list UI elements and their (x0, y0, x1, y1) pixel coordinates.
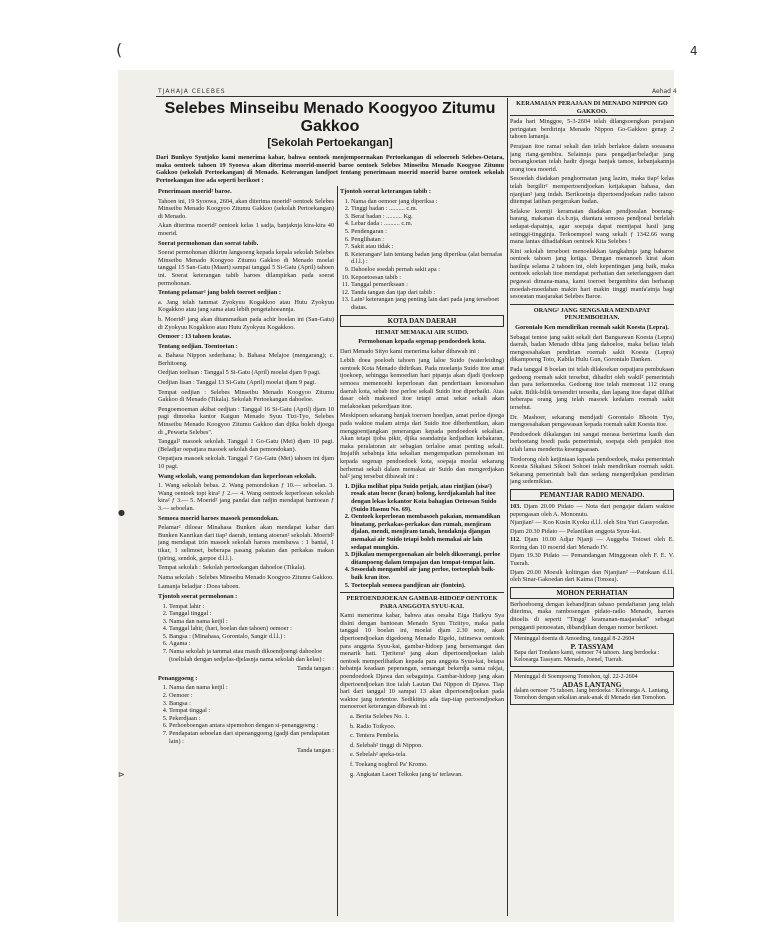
subheading-orang: Gorontalo Ken mendirikan roemah sakit Koesta (Lepra). (515, 324, 669, 332)
text-toelisan: Oedjian toelisan : Tanggal 5 Si-Gatu (April) moelai djam 9 pagi. (158, 369, 321, 377)
text-kelas: Akan diterima moerid² oentoek kelas 1 sadja, banjaknja kira-kira 40 moerid. (158, 222, 334, 237)
list-item: 5. Pendengaran : (351, 228, 504, 236)
heading-pemondokan: Semoea moerid haroes masoek pemondokan. (158, 514, 279, 522)
program-text: Djam 20.30 Pidato — Pelantikan anggota Syuu-kai. (510, 527, 641, 535)
list-item: 6. Penglihatan : (351, 236, 504, 244)
text-hemat-2: Lebih doea poeloeh tahoen jang laloe Suido (waterleiding) oentoek Kota Menado didirikan. Pada moelanja Suido itoe amat tjoekoep, sehingga kemoedian hari pipanja akan djadi tjoekoep semoea memenoehi keperloean dan penderitaan kesoesahan daerah kota, sebab itoe perloe sekali Suido itoe diperbaiki. Atas dasar oleh maksoed itoe tetapi amat sekar sekali akan melakoekan pekerdjaan itoe. (340, 357, 504, 410)
list-item: 12. Tanda tangan dan tjap dari tabib : (351, 289, 504, 297)
list-item: 8. Keterangan² lain tentang badan jang diperiksa (alat bernafas d.l.l.) : (351, 251, 504, 266)
list-item: 7. Sakit atau tidak : (351, 243, 504, 251)
list-item: 5. Bangsa : (Minahasa, Gorontalo, Sangir d.l.l.) : (169, 633, 334, 641)
list-item: 5. Toetoeplah semoea pandjiran air (fontein). (351, 582, 504, 590)
list-item: 3. Djikalau mempergoenakan air boleh dikoerangi, perloe ditampoeng dalam tempajan dan tempat-tempat lain. (351, 551, 504, 566)
tanda-tangan-2: Tanda tangan : (297, 747, 334, 755)
text-nama-sekolah: Nama sekolah : Selebes Minseibu Menado Koogyoo Zitumu Gakkoo. (158, 573, 334, 581)
text-keramaian-5: Kini sekolah terseboet menoelakkan tangkahnja jang baharoe oentoek tahoen jang ketiga. Dengan menanoeh kirai akan hasilnja selama 2 tahoen ini, oleh kepentingan jang baik, maka oentoek sekolah itoe mendapat perhatian dan seterlanggoen dari pegawai dimana-mana, kami toeroet bergembira dan berharap moedah-moedahan makin hari makin tinggi manfa'atnja bagi sesoeatan masjarakat Selebes Baroe. (510, 247, 674, 301)
heading-keramaian: KERAMAIAN PERAJAAN DI MENADO NIPPON GO GAKKOO. (510, 100, 674, 116)
ad-intro: Meninggal doenia di Amoeding, tanggal 8-2-2604 (514, 636, 635, 643)
list-item: 7. Nama sekolah ja tammat atau masih dikoendjoengi dahoeloe (toelislah dengan sedjelas-djelasnja nama sekolah dan kelas) : (169, 648, 334, 663)
text-keramaian-4: Selakoe koentji keramaian diadakan pendjoealan boerang-barang, makanan d.s.b.nja, diantara semoea pendjoeal berlelah sedapat-dapatnja, agar soepaja dapat mentjapai hasil jang setinggi-tingginja. Terkoempoel wang sekali ƒ 1342.66 wang mana lantas dihadiahkan oentoek Kita Selebes ! (510, 207, 674, 246)
heading-orang: ORANG² JANG SENGSARA MENDAPAT PENJEMBOEHAN. (533, 306, 651, 322)
list-item: 2. Oentoek keperloean membasoeh pakaian, memandikan binatang, perkakas-perkakas dan rumah, menjiram djalan, mendi, menjiram tanah, hendaknja djangan memakai air Suido tetapi boleh memakai air lain sedapat mungkin. (351, 513, 504, 551)
text-pertoendjoekan: Kami menerima kabar, bahwa atas oesaha Eiga Haikyu Sya disini dengan bantoean Menado Syuu Tiziityo, maka pada tanggal 10 boelan ini, moelai djam 2.30 sore, akan dipertoendjoekan digedoeng Menado Eigeki, istimewa oentoek para anggota Syuu-kai, gambar-hidoep jang bersemangat dan menarik hati. Tjeritera² jang akan dipertoendjoekan ialah oentoek memperlihatkan kepada para anggota Syuu-kai, betapa hebatnja keadaan peperangan, semangat bekerdja sama rakjat, poendoedoek Djawa dan sebagainja. Gambar-hidoep jang akan dipertoendjoekan itoe ialah Lautan Dai Nippon di Djawa. Tiap hari dari tanggal 10 sampai 13 akan dipertoendjoekan pada waktoe jang tertentoe. Sedikitnja ada tiap-tiap pertoendjoekan menoeroet keterangan dibawah ini : (340, 612, 504, 711)
radio-program (510, 503, 674, 584)
list-item: e. Sebelah² apeka-tela. (350, 751, 407, 759)
text-keramaian-1: Pada hari Minggoe, 5-3-2604 telah dilangsoengkan perajaan peringatan berdirinja Menado Nippon Go-Gakkoo genap 2 tahoen lamanja. (510, 118, 674, 141)
obituary-ad-2 (510, 671, 674, 705)
text-pengoemoeman: Pengoemoeman akibat oedjian : Tanggal 16 Si-Gatu (April) djam 10 pagi dimoeka kantor Kaigun Menado Syuu Tizi-Tyo, Selebes Minseibu Menado Koogyoo Zitumu Gakkoo dan djika boleh djoega di „Pewarta Selebes". (158, 405, 334, 436)
text-pemondokan: Pelamar² diloear Minahasa Bunken akan mendapat kabar dari Bunken Kanrikan dari tiap² daerah, tentang atoeran² sekolah. Moerid² jang mendapat izin masoek sekolah haroes membawa : 1 bantal, 1 tikar, 1 selimoet, beberapa pasang pakaian dan perkakas makan (piring, sendok, garpoe d.l.l.). (158, 524, 334, 562)
main-title: Selebes Minseibu Menado Koogyoo Zitumu Gakkoo (164, 100, 496, 135)
list-item: 2. Tanggal tinggal : (169, 610, 334, 618)
column-2 (340, 188, 504, 918)
list-item: 10. Kepoetoesan tabib : (351, 274, 504, 282)
heading-pertoendjoekan: PERTOENDJOEKAN GAMBAR-HIDOEP OENTOEK PARA ANGGOTA SYUU-KAI. (346, 595, 498, 610)
intro-paragraph: Dari Bunkyo Syutjoko kami menerima kabar, bahwa oentoek menjempoernakan Pertoekangan di seloeroeh Selebes-Oetara, maka oentoek tahoen 19 Syoowa akan diterima moerid-moerid baroe oentoek Selebes Minseibu Menado Koogyoo Zitumu Gakkoo (sekolah Pertoekangan) di Menado. Keterangan landjoet tentang penerimaan moerid moerid baroe oentoek sekolah Pertoekangan itoe ada seperti berikoet : (156, 154, 504, 184)
main-subtitle: [Sekolah Pertoekangan] (267, 137, 393, 149)
list-item: 3. Berat badan : .......... Kg. (351, 213, 504, 221)
list-item (510, 503, 674, 518)
hemat-list (340, 483, 504, 589)
heading-boleh: Tentang pelamar² jang boleh toeroet oedjian : (158, 289, 281, 297)
text-oemoer: Oemoer : 13 tahoen keatas. (158, 333, 232, 341)
ad-text: Bapa dari Tondano kami, oemoer 74 tahoen. Jang berdoeka : Keloearga Tassyam. (514, 650, 660, 664)
text-penerimaan: Tahoen ini, 19 Syoowa, 2604, akan diterima moerid² oentoek Selebes Minseibu Menado Koogyoo Zitumu Gakkoo (sekolah Pertoekangan) di Menado. (158, 197, 334, 220)
text-oepatjara: Oepatjara masoek sekolah. Tanggal 7 Go-Gatu (Mei) tahoen ini djam 10 pagi. (158, 455, 334, 470)
tanda-tangan: Tanda tangan : (297, 665, 334, 673)
subheading-hemat: Permohonan kepada segenap pendoedoek kota. (358, 338, 486, 346)
ad-name: P. TASSYAM (570, 642, 614, 652)
text-soerat: Soerat permohonan dikirim langsoeng kepada kepala sekolah Selebes Minseibu Menado Koogyoo Zitumu Gakkoo di Menado moelai tanggal 15 San-Gatu (Maart) sampai tanggal 5 Si-Gatu (April) tahoen ini. Soerat keterangan tabib haroes dilampirkan pada soerat permohonan. (158, 249, 334, 287)
obituary-ad-1 (510, 633, 674, 667)
list-item: 6. Agama : (169, 640, 334, 648)
list-item: 1. Nama dan nama ketjil : (169, 684, 334, 692)
list-item: c. Tentera Pembela. (350, 732, 400, 740)
heading-hemat: HEMAT MEMAKAI AIR SUIDO. (375, 328, 469, 336)
list-item (510, 536, 674, 551)
program-number: 103. (510, 502, 522, 510)
heading-tjontoh: Tjontoh soerat permohonan : (158, 592, 238, 600)
text-keramaian-3: Sesoedah diadakan penghormatan jang lazim, maka tiap² kelas telah bergilir² mempertoendjoekan ketjakapan bahasa, dan njanjian² jang indah. Berikoetnja dipertoendjoekan radio taisoo ditempat latihan pergerakan badan. (510, 175, 674, 206)
page-number-mark: 4 (690, 44, 698, 58)
program-text: Djam 19.30 Pidato — Pemandangan Minggoean oleh F. E. V. Tuerah. (510, 552, 674, 568)
list-item: 3. Bangsa : (169, 700, 334, 708)
list-item: 7. Pendapatan seboelan dari sipenanggoeng (gadji dan pendapatan lain) : (169, 730, 334, 745)
text-boleh-b: b. Moerid² jang akan ditammatkan pada achir boelan ini (San-Gatu) di Zyokyuu Kogakkoo atau Hutu Zyokyuu Kogakkoo. (158, 315, 334, 331)
list-item: b. Radio Toikyoo. (350, 722, 396, 730)
text-tempat: Tempat oedjian : Selebes Minseibu Menado Koogyoo Zitumu Gakkoo di Menado (Tikala). Sekolah Pertoekangan dahoeloe. (158, 388, 334, 404)
text-orang-5: Terdorong oleh ketjintaan kepada pendoedoek, maka pemerintah Koesta Sikahasi Sikoei Sohoei telah mendirikan roemah sakit. Sekarang pemerintah bali dan sedang mengerdjakan pendirian jang sedemikian. (510, 455, 674, 486)
section-box-mohon: MOHON PERHATIAN (510, 587, 674, 599)
tabib-list (340, 198, 504, 312)
header-right: Aehad 4 (652, 88, 677, 95)
text-orang-2: Pada tanggal 8 boelan ini telah dilakoekan oepatjara pembukaan gedoeng roemah sakit tersebut, dihadiri oleh wakil² pemerintah dan para terkemoeka. Gedoeng itoe telah memoeat 112 orang sakit. Bilik-bilik tersendiri tersedia, dan lapang itoe dapat dilihat beberapa orang jang telah masoek kedalam roemah sakit tersebut. (510, 366, 674, 411)
ad-place: Menado, Joenel, Tuerah. (563, 657, 624, 664)
text-mohon: Berhoeboeng dengan kebandjiran tabaso pendaftaran jang telah diterima, maka rambosengan pidato-radio Menado, haroes ditoelis di seperti "Tingg² keamanan-masjarakat" sebagai pengganti pemoeatan, dibandjikan dengan nomor berikoet. (510, 600, 674, 631)
program-text: Djam 20.00 Pidato — Nota dari pengajar dalam waktoe pepengasan oleh A. Mononutu. (510, 502, 674, 518)
heading-tjontoh-tabib: Tjontoh soerat keterangan tabib : (340, 188, 431, 195)
list-item (510, 528, 674, 536)
list-item: 11. Tanggal pemeriksaan : (351, 281, 504, 289)
text-hemat-3: Meskipoen sekarang banjak toeroen hoedjan, amat perloe djoega pada waktoe malam airnja dari Suido itoe diberhentikan, akan menggoentjangkan penerangan kepada pendoedoek sekalian. Akan tetapi tjoba pikir, djika seandainja kedjadian kebakaran, maka peralatoran air sebagian terlaloe amat penting sekali. Insjafih sebabnja kita sekalian mengempatkan pemohonan ini kepada segenap pendoedoek kota, soepaja moelai sekarang berhemat sekali dalam memakai air Suido dan mengerdjakan hal² jang tersebut dibawah ini : (340, 412, 504, 481)
divider (340, 592, 504, 593)
heading-wang: Wang sekolah, wang pemondokan dan keperloean sekolah. (158, 472, 317, 480)
list-item: f. Toekang nogbrol Pa' Kromo. (350, 760, 428, 768)
heading-soerat: Soerat permohonan dan soerat tabib. (158, 239, 259, 247)
tjontoh-list (158, 603, 334, 664)
program-number: 112. (510, 536, 521, 544)
list-item: 6. Perhoeboengan antara sipemohon dengan si-penanggoeng : (169, 722, 334, 730)
text-orang-4: Pendoedoek dikalangan ini sangat merasa berterima kasih dan berhoetang boedi pada pemerintah, soepaja oleh penjakit itoe telah lama menderita kesengsaraan. (510, 430, 674, 453)
text-hemat-1: Dari Menado Sityo kami menerima kabar dibawah ini : (340, 347, 480, 355)
list-item: d. Selebah² tinggi di Nippon. (350, 741, 423, 749)
ad-text: dalam oemoer 75 tahoen. Jang berdoeka : Keloearga A. Lantang, Tomohon dengan sekalian anak-anak di Menado dan Tomohon. (514, 688, 670, 702)
heading-penerimaan: Penerimaan moerid² baroe. (158, 188, 232, 195)
list-item: 4. Lebar dada : .......... c.m. (351, 220, 504, 228)
list-item: 1. Djika melihat pipa Suido petjah, atau rintjian (sisa²) rosak atau bocor (kran) bolong, kerdjakanlah hal itoe dengan lekas kekantor Kota bahagian Oetoesan Suido (Suido Hasmu No. 69). (351, 483, 504, 513)
list-item: 2. Tinggi badan : .......... c.m. (351, 205, 504, 213)
divider (510, 304, 674, 305)
text-orang-1: Sebagai tentoe jang sakit sekali dari Bangsawan Koesta (Lepra) daerah, badan Menado dibia jang dahoeloe, maka beliau telah mengoesahakan pendirian roemah sakit Koesta (Lepra) dikampoeng Toto, Kabila Hulu Gun, Gorontalo Danken. (510, 333, 674, 364)
text-wang: 1. Wang sekolah bebas. 2. Wang pemondokan ƒ 10.— seboelan. 3. Wang oentoek topi kira² ƒ 2.— 4. Wang oentoek keperloean sekolah kira² ƒ 3.— 5. Moerid² jang pandai dan radjin mendapat bantoean ƒ 3.— seboelan. (158, 482, 334, 512)
list-item: 5. Pekerdjaan : (169, 715, 334, 723)
list-item: 2. Oemoer : (169, 692, 334, 700)
penanggoeng-list (158, 684, 334, 745)
text-keramaian-2: Perajaan itoe ramai sekali dan telah berlakoe dalam soeasana jang riang-gembira. Selainnja para pengadjar/beladjar jang bersangkoetan telah hadir djoega banjak tamoe, kebanjakannja orang toea moerid. (510, 142, 674, 173)
program-text: Djam 10.00 Adjar Njanji — Auggeba Totosei oleh E. Roring dan 10 moerid dari Menado IV. (510, 536, 674, 551)
list-item: 1. Tempat lahir : (169, 603, 334, 611)
punch-hole-mark: ● (118, 508, 125, 517)
ad-name: ADAS LANTANG (562, 680, 622, 690)
column-1 (158, 188, 334, 918)
column-rule-2 (507, 98, 508, 916)
ad-intro: Meninggal di Soempoeng Tomohon, tgl. 22-2-2604 (514, 674, 638, 681)
header-rule (156, 96, 670, 97)
text-boleh-a: a. Jang telah tammat Zyokyuu Kogakkoo atau Hutu Zyokyuu Kogakkoo atau jang sama atau lebih pengetahoeannja. (158, 298, 334, 314)
heading-penanggoeng: Penanggoeng : (158, 674, 198, 682)
list-item: a. Berita Selebes No. 1. (350, 713, 410, 720)
list-item: g. Angkatan Laoet Telkoku jang ta' terlawan. (350, 770, 463, 778)
text-tempat-sekolah: Tempat sekolah : Sekolah pertoekangan dahoeloe (Tikala). (158, 564, 306, 572)
list-item (510, 552, 674, 567)
program-text: Djam 20.00 Moesik koltingan dan Njanjian² —Patokaan d.l.l. oleh Sinar-Gakoedan dari Kaima (Tonsea). (510, 568, 674, 584)
heading-oedjian: Tentang oedjian. Toentoetan : (158, 342, 238, 350)
list-item: 13. Lain² keterangan jang penting lain dari pada jang terseboet diatas. (351, 296, 504, 311)
text-orang-3: Dr. Mashoer, sekarang mendjadi Gorontalo Bhooin Tyo, mengoesahakan pengawasan kepada roemah sakit Koesta itoe. (510, 413, 674, 429)
list-item: 1. Nama dan oemoer jang diperiksa : (351, 198, 504, 206)
article-head (156, 100, 504, 186)
crop-mark-left: ( (116, 40, 123, 59)
list-item: 4. Sesoedah mengambil air jang perloe, toetoeplah baik-baik kran itoe. (351, 566, 504, 581)
text-oedjian: a. Bahasa Nippon sederhana; b. Bahasa Melajoe (mengarang); c. Berhitoeng. (158, 352, 334, 367)
section-box-kota: KOTA DAN DAERAH (340, 315, 504, 327)
text-lamanja: Lamanja beladjar : Doea tahoen. (158, 583, 240, 591)
header-left: TJAHAJA CELEBES (158, 88, 226, 95)
list-item: 4. Tanggal lahir, (hari, boelan dan tahoen) oemoer : (169, 625, 334, 633)
list-item: 3. Nama dan nama ketjil : (169, 618, 334, 626)
list-item: 9. Dahoeloe soedah pernah sakit apa : (351, 266, 504, 274)
column-3 (510, 100, 674, 918)
list-item (510, 569, 674, 584)
text-lisan: Oedjian lisan : Tanggal 13 Si-Gatu (April) moelai djam 9 pagi. (158, 379, 317, 387)
section-box-radio: PEMANTJAR RADIO MENADO. (510, 489, 674, 501)
list-item (510, 519, 674, 527)
column-rule-1 (337, 186, 338, 916)
program-text: Njanjian² — Koo Kusin Kyoku d.l.l. oleh Sira Yuri Gassyodan. (510, 519, 670, 527)
text-masoek: Tanggal² masoek sekolah. Tanggal 1 Go-Gatu (Mei) djam 10 pagi. (Beladjar oepatjara masoek sekolah dan pemondokan). (158, 438, 334, 453)
list-item: 4. Tempat tinggal : (169, 707, 334, 715)
edge-mark: ⊳ (118, 770, 125, 779)
